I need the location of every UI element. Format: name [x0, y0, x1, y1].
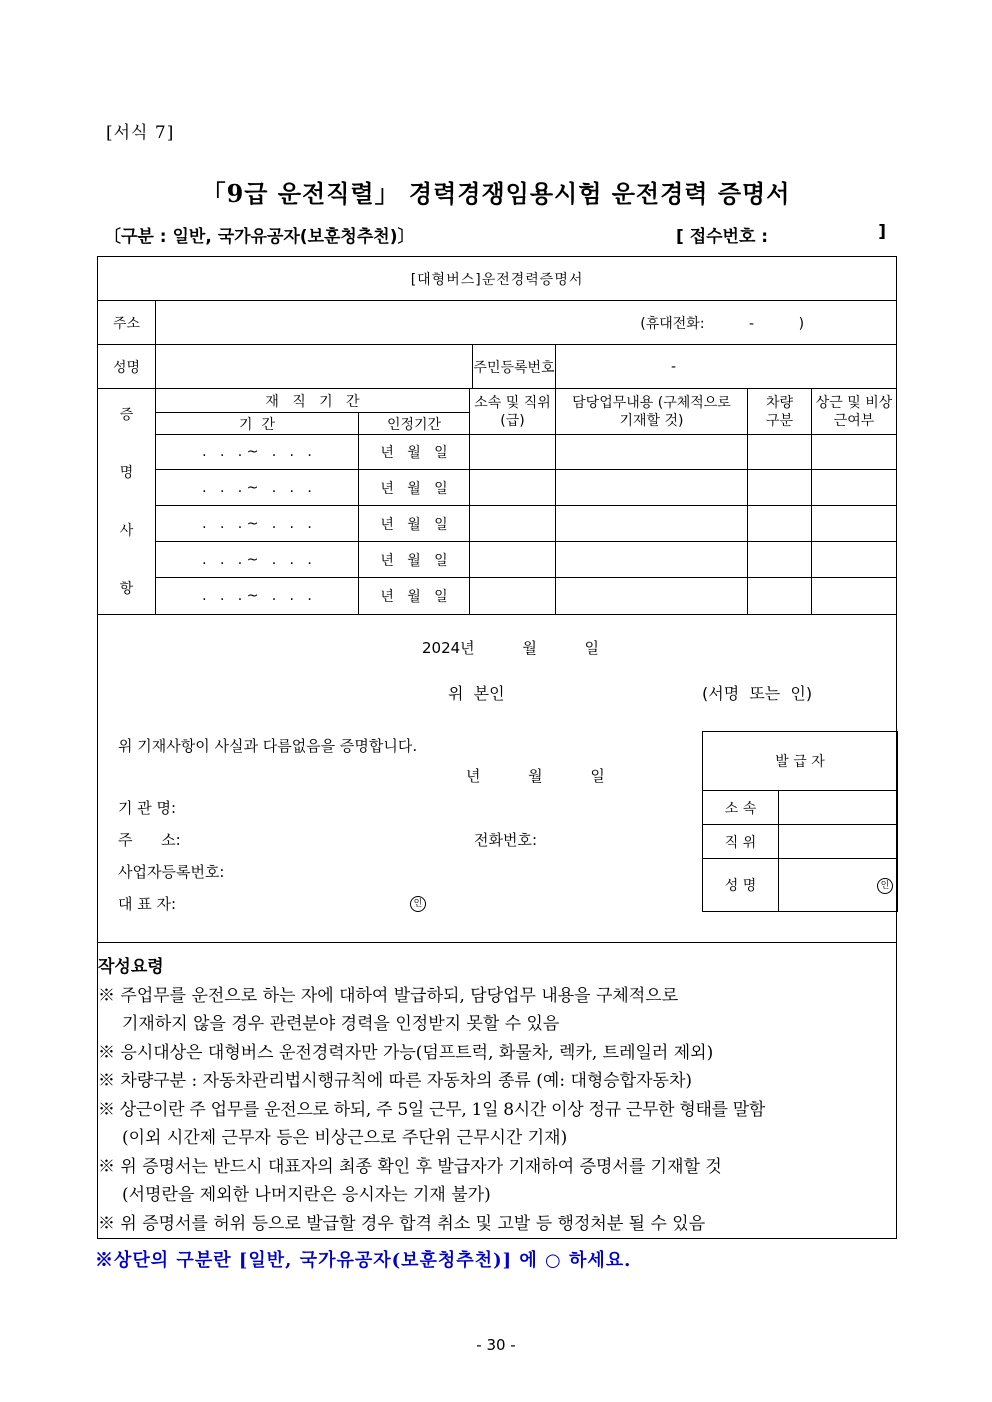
career-side-char-4: 항 [119, 580, 134, 597]
guide-item: (이외 시간제 근무자 등은 비상근으로 주단위 근무시간 기재) [122, 1128, 568, 1148]
issuer-position-field[interactable] [779, 825, 898, 859]
issuer-name-label: 성 명 [703, 859, 779, 912]
guide-item: ※ 위 증명서를 허위 등으로 발급할 경우 합격 취소 및 고발 등 행정처분 될 수 있음 [98, 1213, 706, 1234]
recognized-subheader: 인정기간 [359, 413, 470, 435]
page-number: - 30 - [476, 1336, 516, 1354]
bottom-notice: ※상단의 구분란 [일반, 국가유공자(보훈청추천)] 에 ○ 하세요. [95, 1250, 632, 1271]
guide-item: ※ 주업무를 운전으로 하는 자에 대하여 발급하되, 담당업무 내용을 구체적으로 [98, 985, 679, 1006]
guide-item: 기재하지 않을 경우 관련분야 경력을 인정받지 못할 수 있음 [122, 1014, 560, 1034]
rrn-dash: - [671, 358, 677, 375]
career-vehicle-cell[interactable] [748, 506, 812, 542]
career-duty-cell[interactable] [556, 542, 748, 578]
career-duty-cell[interactable] [556, 470, 748, 506]
org-address-label: 주 소: [118, 831, 181, 849]
career-fulltime-cell[interactable] [812, 578, 897, 615]
career-fulltime-cell[interactable] [812, 470, 897, 506]
writing-guide [98, 943, 897, 1239]
career-recognized-cell[interactable]: 년 월 일 [359, 542, 470, 578]
certify-text: 위 기재사항이 사실과 다름없음을 증명합니다. [118, 737, 418, 755]
career-duty-cell[interactable] [556, 506, 748, 542]
career-period-cell[interactable]: . . . ~ . . . [156, 542, 359, 578]
career-affiliation-cell[interactable] [470, 542, 556, 578]
career-duty-cell[interactable] [556, 578, 748, 615]
vehicle-header: 차량 구분 [748, 389, 812, 435]
business-number-label: 사업자등록번호: [118, 863, 225, 881]
career-period-cell[interactable]: . . . ~ . . . [156, 470, 359, 506]
career-recognized-cell[interactable]: 년 월 일 [359, 435, 470, 470]
main-title: 「9급 운전직렬」 경력경쟁임용시험 운전경력 증명서 [201, 179, 791, 208]
career-vehicle-cell[interactable] [748, 542, 812, 578]
career-affiliation-cell[interactable] [470, 435, 556, 470]
career-vehicle-cell[interactable] [748, 470, 812, 506]
issuer-table [702, 731, 898, 912]
rrn-field[interactable] [556, 345, 897, 389]
career-vehicle-cell[interactable] [748, 578, 812, 615]
career-recognized-cell[interactable]: 년 월 일 [359, 578, 470, 615]
certificate-title: [대형버스]운전경력증명서 [98, 257, 897, 301]
career-affiliation-cell[interactable] [470, 578, 556, 615]
self-label: 위 본인 [448, 684, 505, 703]
receipt-close: ] [878, 222, 886, 242]
guide-item: ※ 차량구분 : 자동차관리법시행규칙에 따른 자동차의 종류 (예: 대형승합자동차) [98, 1071, 693, 1091]
guide-item: (서명란을 제외한 나머지란은 응시자는 기재 불가) [122, 1185, 491, 1205]
certificate-table [97, 256, 897, 1239]
name-field[interactable] [156, 345, 473, 389]
career-fulltime-cell[interactable] [812, 542, 897, 578]
receipt-number [676, 222, 886, 247]
career-recognized-cell[interactable]: 년 월 일 [359, 506, 470, 542]
duty-header: 담당업무내용 (구체적으로 기재할 것) [556, 389, 748, 435]
career-duty-cell[interactable] [556, 435, 748, 470]
receipt-label: [ 접수번호 : [676, 227, 769, 247]
issuer-affiliation-field[interactable] [779, 791, 898, 825]
address-field[interactable] [156, 301, 897, 345]
issuer-name-field[interactable] [779, 859, 898, 912]
org-name-label: 기 관 명: [118, 799, 177, 817]
category-line: 〔구분 : 일반, 국가유공자(보훈청추천)〕 [104, 227, 415, 247]
issuer-position-label: 직 위 [703, 825, 779, 859]
representative-seal-icon[interactable]: 인 [410, 894, 426, 912]
career-side-char-3: 사 [119, 522, 134, 539]
career-period-cell[interactable]: . . . ~ . . . [156, 506, 359, 542]
application-date: 2024년 월 일 [422, 639, 600, 657]
sign-or-seal[interactable]: (서명 또는 인) [702, 684, 813, 703]
career-side-label [98, 389, 156, 615]
address-label: 주소 [98, 301, 156, 345]
writing-guide-title: 작성요령 [98, 957, 164, 977]
career-period-cell[interactable]: . . . ~ . . . [156, 435, 359, 470]
affiliation-header: 소속 및 직위(급) [470, 389, 556, 435]
mobile-phone-label: (휴대전화: - ) [640, 315, 805, 332]
career-side-char-2: 명 [119, 464, 134, 481]
guide-item: ※ 응시대상은 대형버스 운전경력자만 가능(덤프트럭, 화물차, 렉카, 트레일러 제외) [98, 1042, 714, 1063]
guide-item: ※ 상근이란 주 업무를 운전으로 하되, 주 5일 근무, 1일 8시간 이상 정규 근무한 형태를 말함 [98, 1099, 766, 1120]
career-affiliation-cell[interactable] [470, 470, 556, 506]
rrn-label: 주민등록번호 [473, 345, 556, 389]
issuer-affiliation-label: 소 속 [703, 791, 779, 825]
form-label: [서식 7] [106, 123, 175, 143]
representative-label: 대 표 자: [118, 895, 177, 913]
certify-date: 년 월 일 [466, 767, 605, 785]
period-subheader: 기 간 [156, 413, 359, 435]
guide-item: ※ 위 증명서는 반드시 대표자의 최종 확인 후 발급자가 기재하여 증명서를 기재할 것 [98, 1156, 722, 1177]
career-period-cell[interactable]: . . . ~ . . . [156, 578, 359, 615]
career-fulltime-cell[interactable] [812, 506, 897, 542]
career-fulltime-cell[interactable] [812, 435, 897, 470]
career-affiliation-cell[interactable] [470, 506, 556, 542]
career-recognized-cell[interactable]: 년 월 일 [359, 470, 470, 506]
issuer-seal-icon[interactable]: 인 [877, 878, 893, 894]
fulltime-header: 상근 및 비상근여부 [812, 389, 897, 435]
career-side-char-1: 증 [119, 406, 134, 423]
signature-section [98, 615, 897, 943]
period-header: 재 직 기 간 [156, 389, 470, 413]
issuer-title: 발 급 자 [703, 732, 898, 791]
org-phone-label: 전화번호: [474, 831, 538, 849]
name-label: 성명 [98, 345, 156, 389]
career-vehicle-cell[interactable] [748, 435, 812, 470]
